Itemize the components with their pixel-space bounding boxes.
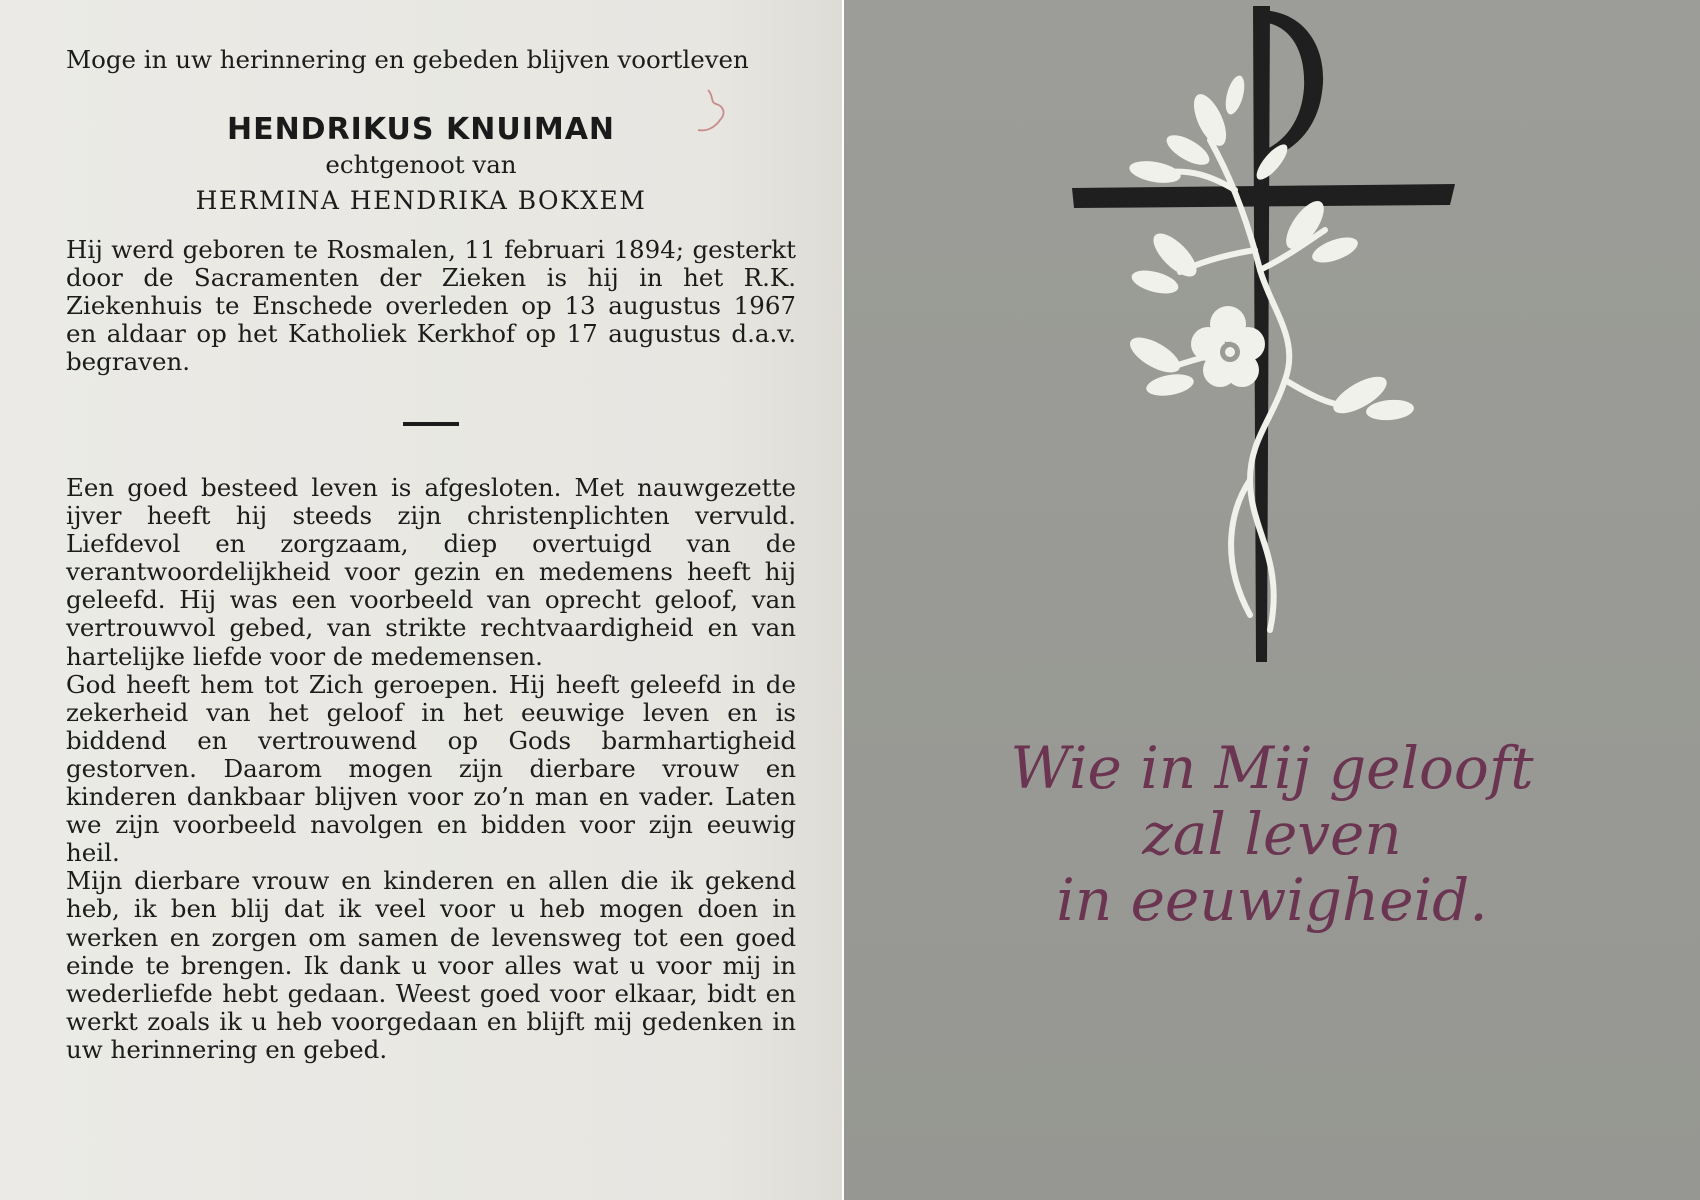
memorial-paragraph: God heeft hem tot Zich geroepen. Hij heeft geleefd in de zekerheid van het geloof in het eeuwige leven en is biddend en vertrouwend op Gods barmhartigheid gestorven. Daarom mogen zijn dierbare vrouw en kinderen dankbaar blijven voor zo’n man en vader. Laten we zijn voorbeeld navolgen en bidden voor zijn eeuwig heil. <box>66 669 796 868</box>
verse-line: Wie in Mij gelooft <box>1010 734 1534 802</box>
memorial-text <box>66 474 796 1064</box>
memorial-card-text-page <box>0 0 842 1200</box>
section-divider <box>403 422 459 426</box>
verse-line: in eeuwigheid. <box>1056 866 1488 934</box>
spouse-name: HERMINA HENDRIKA BOKXEM <box>195 186 647 215</box>
spouse-label: echtgenoot van <box>325 150 517 179</box>
scripture-verse <box>844 735 1700 933</box>
memorial-paragraph: Een goed besteed leven is afgesloten. Met nauwgezette ijver heeft hij steeds zijn christenplichten vervuld. Liefdevol en zorgzaam, diep overtuigd van de verantwoordelijkheid voor gezin en medemens heeft hij geleefd. Hij was een voorbeeld van oprecht geloof, van vertrouwvol gebed, van strikte rechtvaardigheid en van hartelijke liefde voor de medemensen. <box>66 473 796 671</box>
intro-line: Moge in uw herinnering en gebeden blijven voortleven <box>66 45 749 74</box>
biography: Hij werd geboren te Rosmalen, 11 februari 1894; gesterkt door de Sacramenten der Zieken is hij in het R.K. Ziekenhuis te Enschede overleden op 13 augustus 1967 en aldaar op het Katholiek Kerkhof op 17 augustus d.a.v. begraven. <box>66 235 796 376</box>
memorial-paragraph: Mijn dierbare vrouw en kinderen en allen die ik gekend heb, ik ben blij dat ik veel voor u heb mogen doen in werken en zorgen om samen de levensweg tot een goed einde te brengen. Ik dank u voor alles wat u voor mij in wederliefde hebt gedaan. Weest goed voor elkaar, bidt en werkt zoals ik u heb voorgedaan en blijft mij gedenken in uw herinnering en gebed. <box>66 866 796 1064</box>
chi-rho-cross-with-flowers-icon <box>1060 0 1470 680</box>
verse-line: zal leven <box>1142 800 1402 868</box>
deceased-name: HENDRIKUS KNUIMAN <box>226 112 616 147</box>
